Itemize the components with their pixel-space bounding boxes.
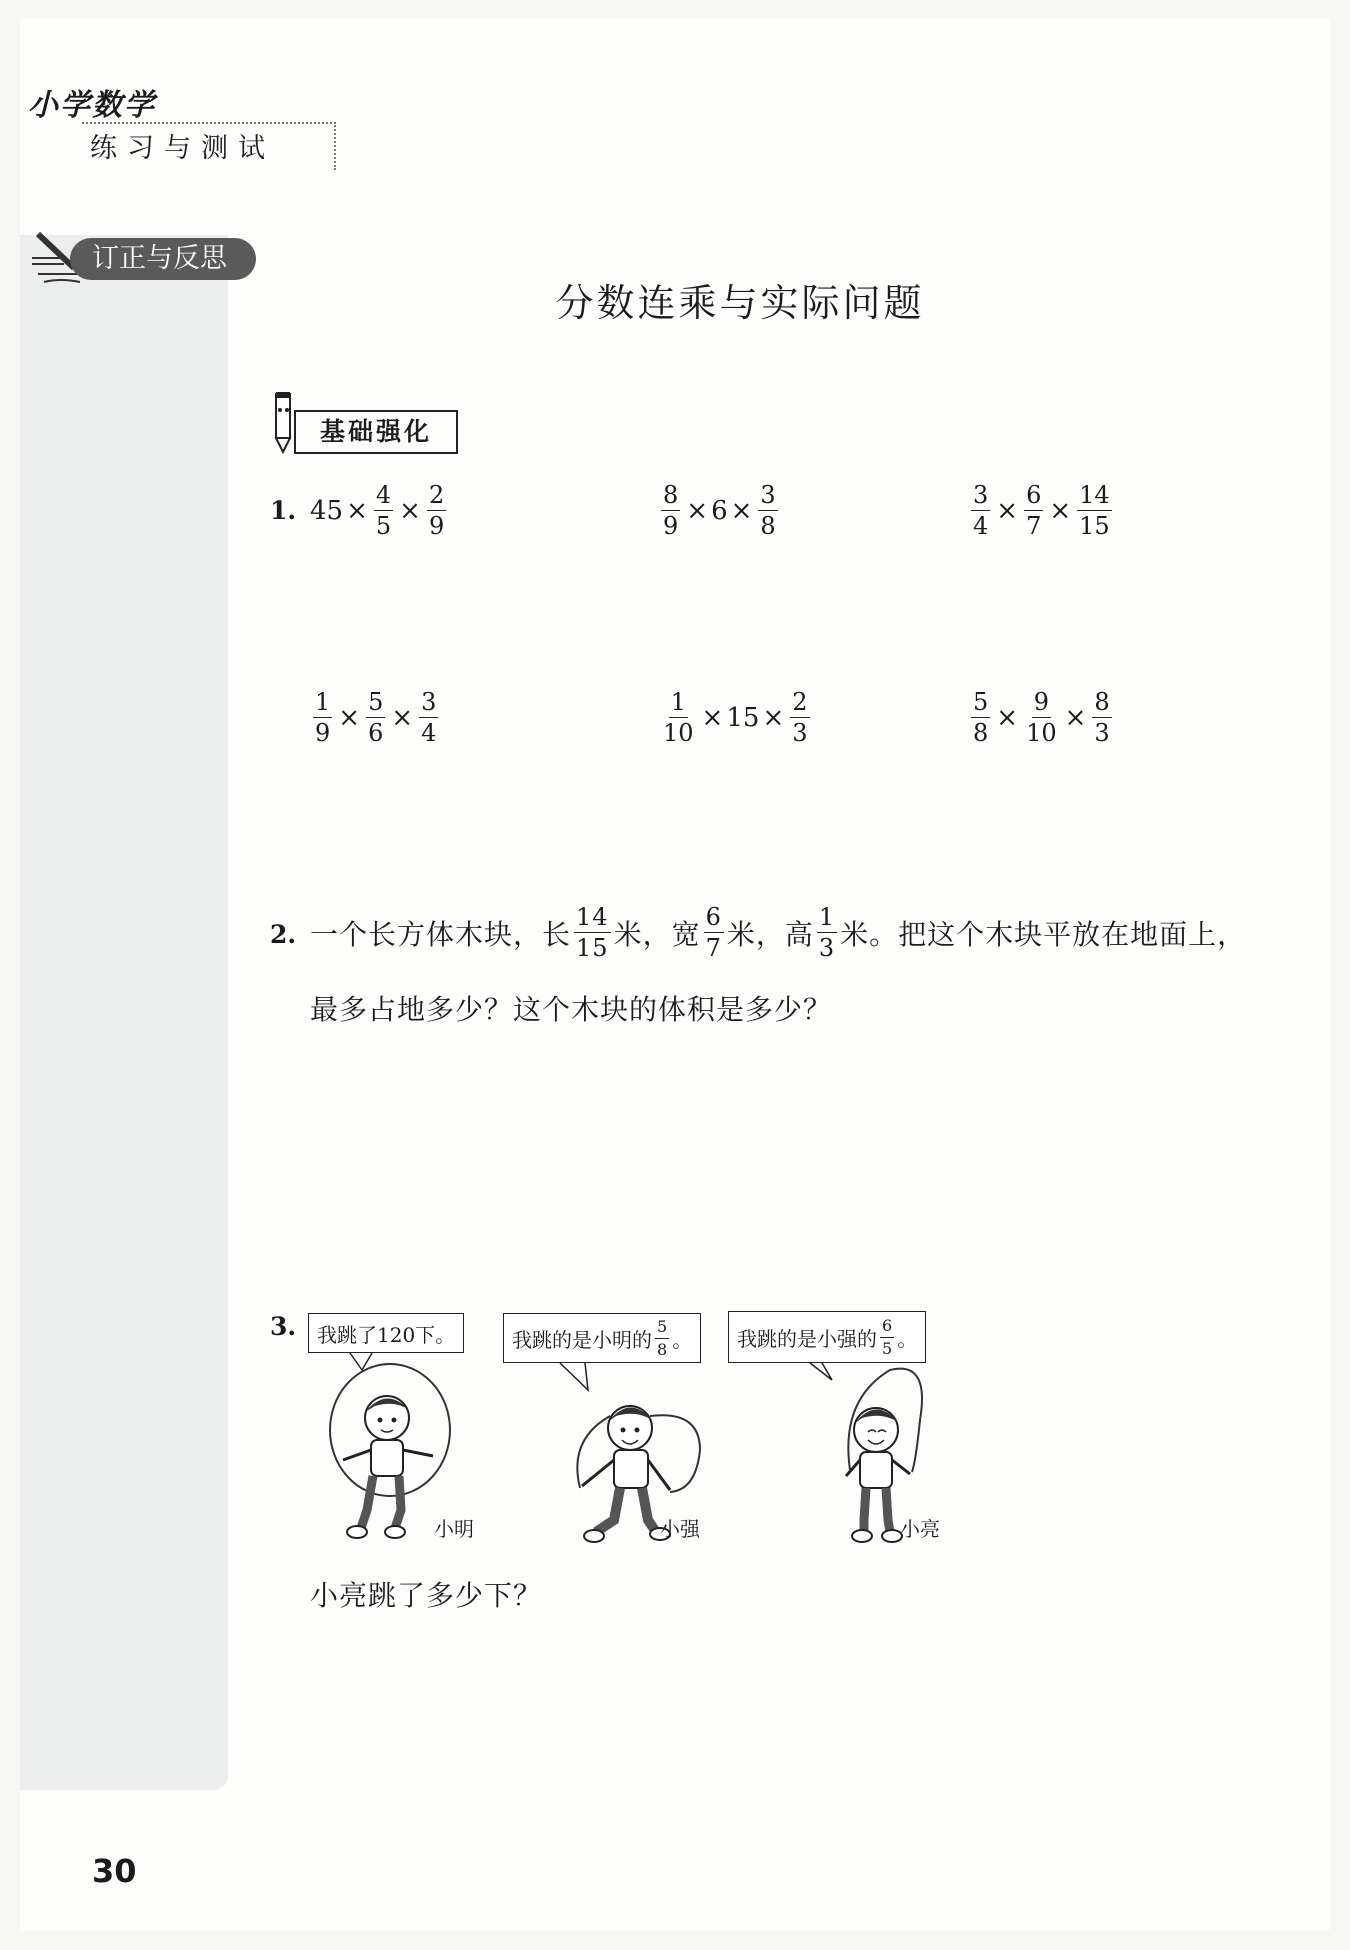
- numerator: 2: [792, 688, 808, 716]
- numerator: 3: [421, 688, 437, 716]
- numerator: 1: [818, 903, 836, 931]
- denominator: 4: [421, 719, 437, 747]
- denominator: 9: [315, 719, 331, 747]
- times-sign: ×: [346, 495, 368, 526]
- question-3-prompt: 小亮跳了多少下？: [310, 1579, 543, 1612]
- numerator: 8: [1094, 688, 1110, 716]
- numerator: 2: [428, 481, 445, 509]
- times-sign: ×: [1049, 495, 1072, 526]
- question-text: 一个长方体木块，长: [310, 917, 572, 951]
- numerator: 6: [705, 903, 722, 931]
- times-sign: ×: [762, 702, 785, 733]
- denominator: 3: [818, 934, 836, 962]
- times-sign: ×: [701, 702, 724, 733]
- bubble-text: 。: [897, 1326, 918, 1351]
- denominator: 5: [375, 512, 392, 540]
- denominator: 3: [792, 719, 808, 747]
- kid-name-xiaoming: 小明: [434, 1517, 474, 1541]
- question-number-3: 3.: [270, 1312, 297, 1341]
- numerator: 5: [655, 1319, 669, 1339]
- numerator: 8: [663, 481, 679, 509]
- numerator: 14: [576, 903, 609, 931]
- revision-label-text: 订正与反思: [70, 238, 256, 280]
- bubble-text: 我跳的是小明的: [512, 1327, 652, 1352]
- denominator: 15: [576, 934, 609, 962]
- bubble-text: 我跳了120下。: [317, 1322, 456, 1347]
- denominator: 7: [1026, 512, 1042, 540]
- times-sign: ×: [1064, 702, 1087, 733]
- numerator: 6: [880, 1318, 894, 1338]
- denominator: 10: [1026, 719, 1057, 747]
- page-number: 30: [92, 1852, 137, 1890]
- question-number-1: 1.: [270, 496, 297, 525]
- question-text: 米，宽: [613, 917, 701, 951]
- times-sign: ×: [338, 702, 361, 733]
- lesson-title: 分数连乘与实际问题: [555, 281, 925, 325]
- denominator: 9: [428, 512, 445, 540]
- bubble-text: 我跳的是小强的: [737, 1326, 877, 1351]
- times-sign: ×: [399, 495, 421, 526]
- question-text: 米，高: [726, 917, 814, 951]
- numerator: 1: [315, 688, 331, 716]
- denominator: 3: [1094, 719, 1110, 747]
- question-2-line-2: 最多占地多少？这个木块的体积是多少？: [310, 993, 833, 1026]
- denominator: 15: [1079, 512, 1110, 540]
- denominator: 9: [663, 512, 679, 540]
- times-sign: ×: [686, 495, 709, 526]
- times-sign: ×: [730, 495, 753, 526]
- question-number-2: 2.: [270, 920, 297, 949]
- denominator: 8: [657, 1339, 668, 1359]
- section-label: 基础强化: [294, 410, 458, 454]
- numerator: 5: [973, 688, 989, 716]
- times-sign: ×: [996, 702, 1019, 733]
- book-title: 小学数学: [28, 88, 156, 123]
- denominator: 10: [663, 719, 694, 747]
- denominator: 6: [368, 719, 384, 747]
- denominator: 4: [973, 512, 989, 540]
- numerator: 3: [973, 481, 989, 509]
- integer: 45: [310, 495, 344, 526]
- integer: 15: [726, 702, 760, 733]
- numerator: 4: [375, 481, 392, 509]
- denominator: 5: [882, 1338, 893, 1358]
- numerator: 1: [670, 688, 686, 716]
- numerator: 6: [1026, 481, 1042, 509]
- numerator: 3: [760, 481, 776, 509]
- numerator: 9: [1033, 688, 1049, 716]
- question-text: 米。把这个木块平放在地面上，: [840, 917, 1247, 951]
- times-sign: ×: [996, 495, 1019, 526]
- kid-name-xiaoqiang: 小强: [660, 1517, 700, 1541]
- times-sign: ×: [391, 702, 414, 733]
- kid-name-xiaoliang: 小亮: [900, 1517, 940, 1541]
- denominator: 8: [973, 719, 989, 747]
- denominator: 7: [705, 934, 722, 962]
- bubble-text: 。: [672, 1327, 693, 1352]
- numerator: 14: [1079, 481, 1110, 509]
- book-subtitle: 练习与测试: [90, 133, 275, 164]
- denominator: 8: [760, 512, 776, 540]
- integer: 6: [711, 495, 728, 526]
- numerator: 5: [368, 688, 384, 716]
